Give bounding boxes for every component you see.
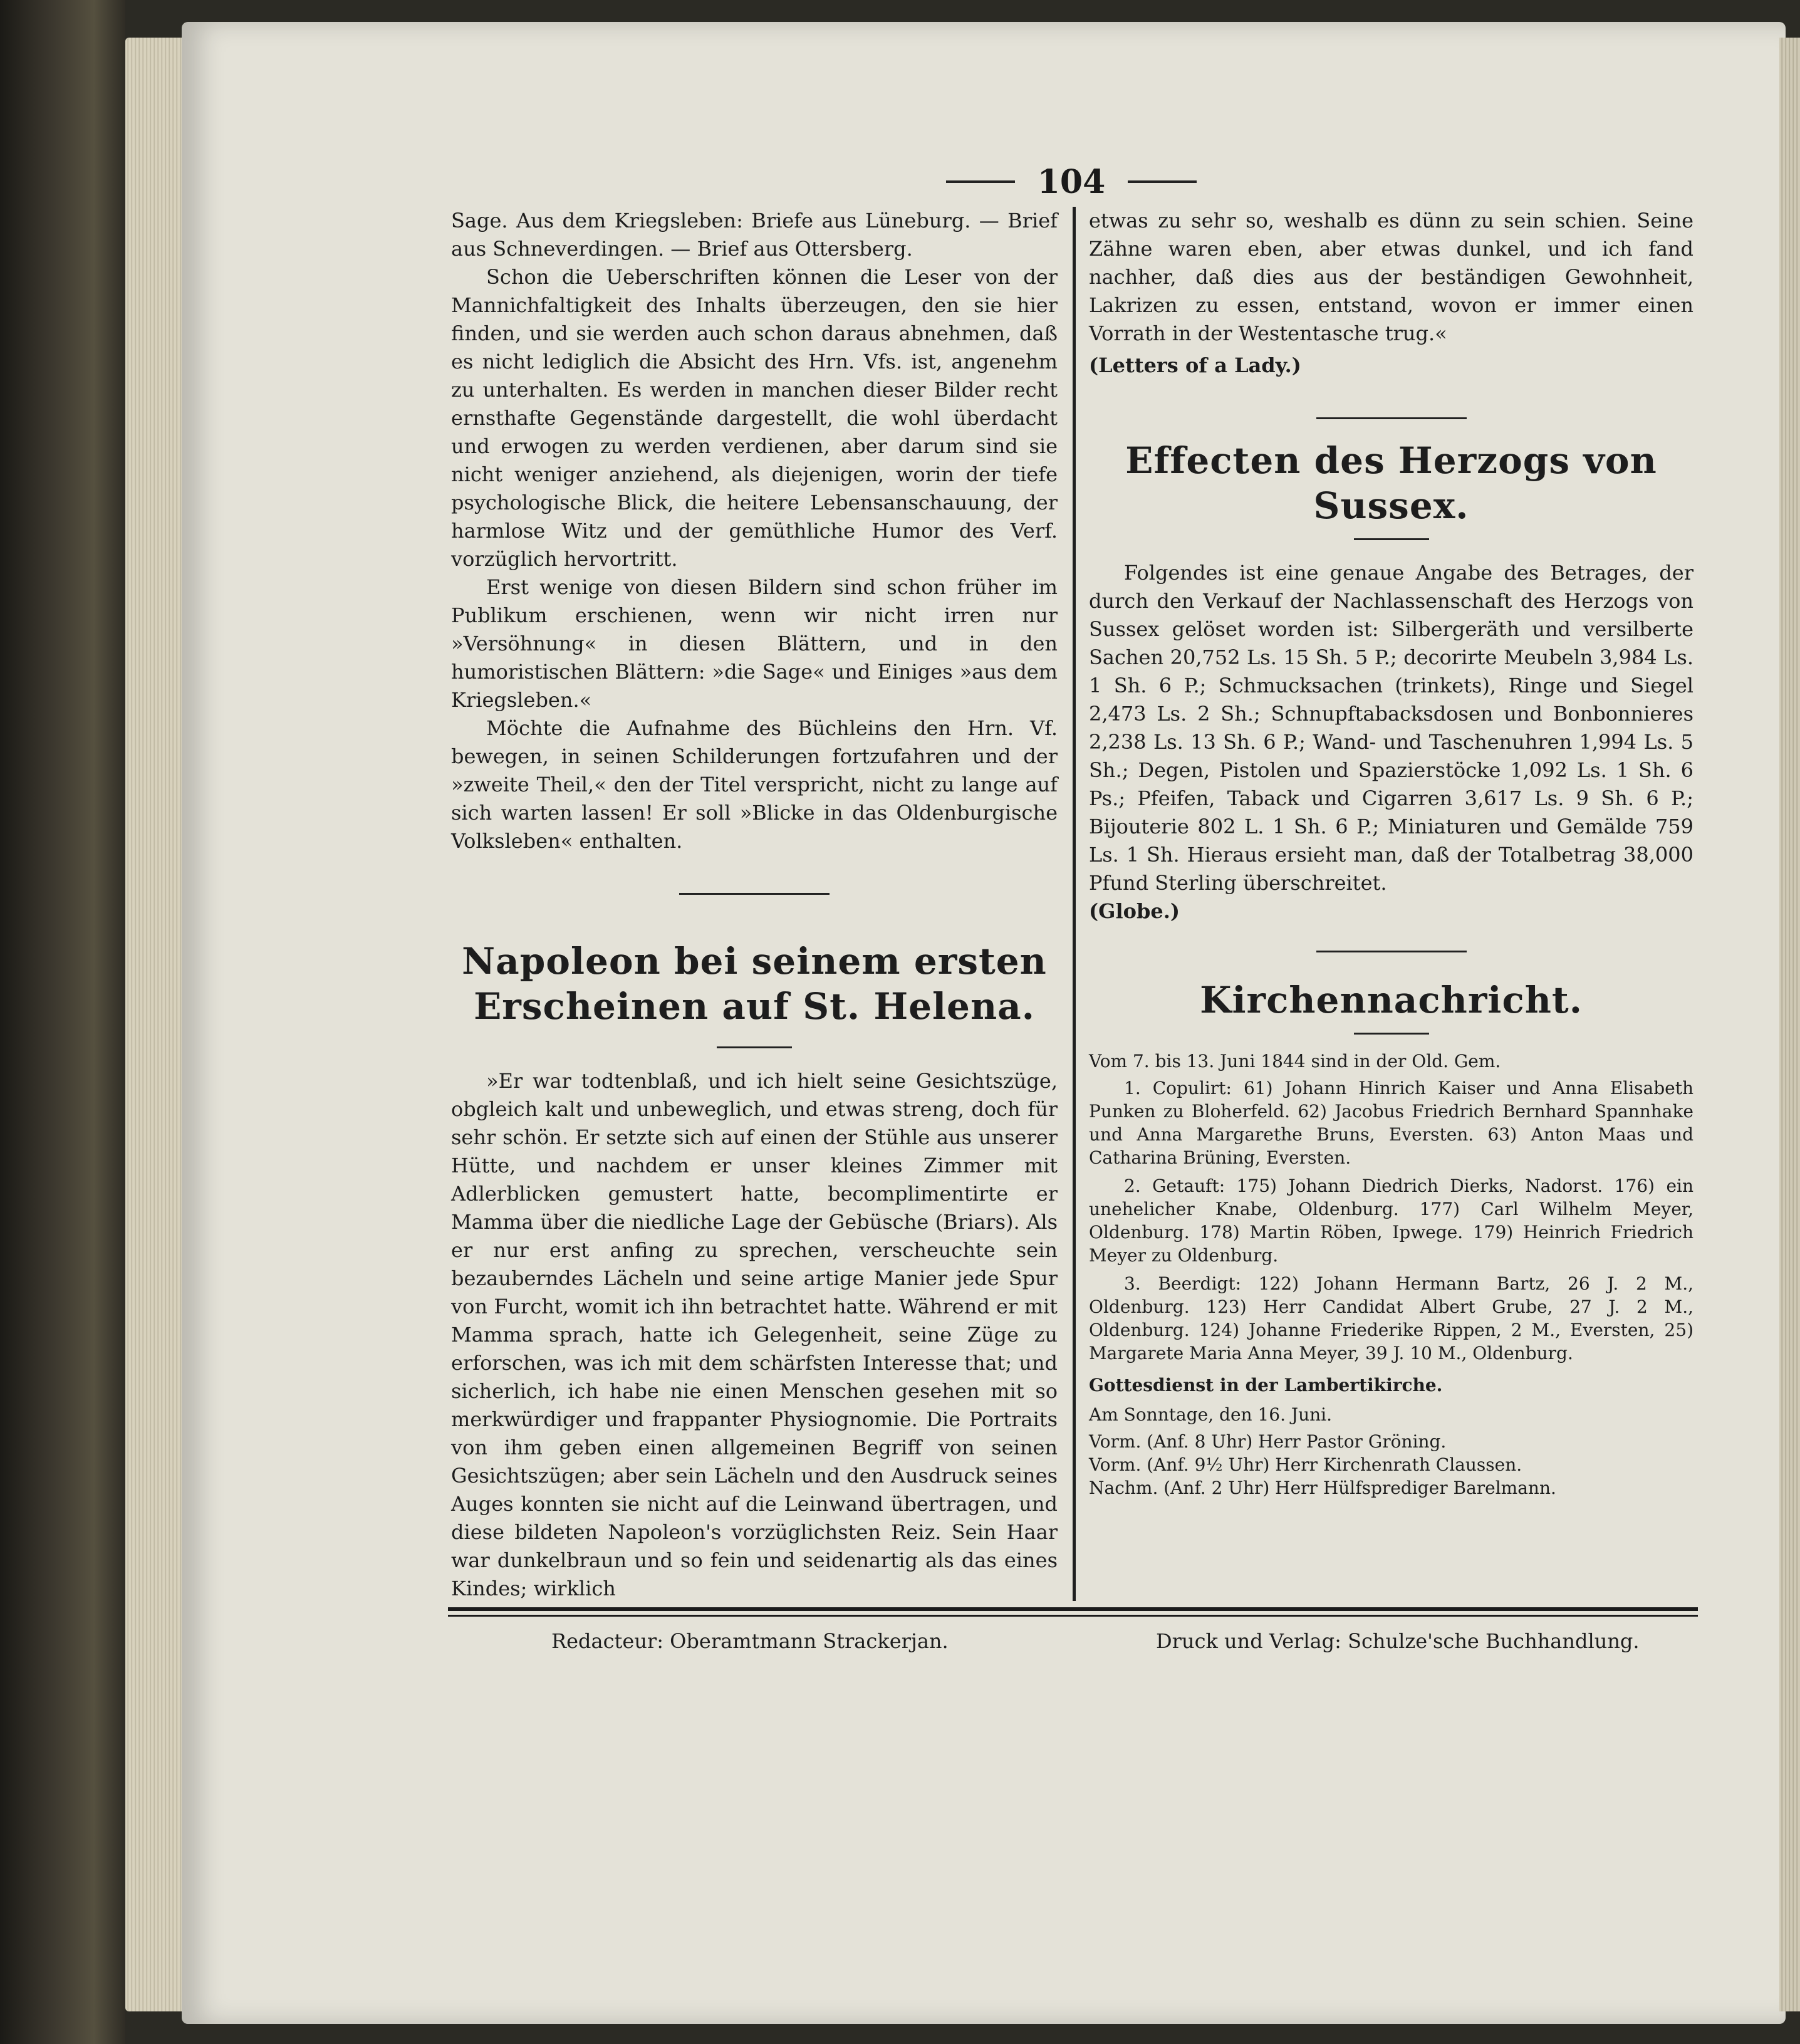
napoleon-text: »Er war todtenblaß, und ich hielt seine Gesichtszüge, obgleich kalt und unbeweglich, und etwas streng, doch für sehr schön. Er setzte sich auf einen der Stühle aus unserer Hütte, und nachdem er unser kleines Zimmer mit Adlerblicken gemustert hatte, becomplimentirte er Mamma über die niedliche Lage der Gebüsche (Briars). Als er nur erst anfing zu sprechen, verscheuchte sein bezauberndes Lächeln und seine artige Manier jede Spur von Furcht, womit ich ihn betrachtet hatte. Während er mit Mamma sprach, hatte ich Gelegenheit, seine Züge zu erforschen, was ich mit dem schärfsten Interesse that; und sicherlich, ich habe nie einen Menschen gesehen mit so merkwürdiger und frappanter Physiognomie. Die Portraits von ihm geben einen allgemeinen Begriff von seinen Gesichtszügen; aber sein Lächeln und den Ausdruck seines Auges konnten sie nicht auf die Leinwand übertragen, und diese bildeten Napoleon's vorzüglichsten Reiz. Sein Haar war dunkelbraun und so fein und seidenartig als das eines Kindes; wirklich <box>451 1069 1058 1600</box>
right-column <box>1089 207 1693 1499</box>
header-dash-right <box>1128 180 1197 183</box>
review-paragraph-3: Erst wenige von diesen Bildern sind schon früher im Publikum erschienen, wenn wir nicht irren nur »Versöhnung« in diesen Blättern, und in den humoristischen Blättern: »die Sage« und Einiges »aus dem Kriegsleben.« <box>451 575 1058 712</box>
page-edges-right <box>1779 38 1800 2011</box>
review-paragraph-4: Möchte die Aufnahme des Büchleins den Hrn. Vf. bewegen, in seinen Schilderungen fortzufahren und der »zweite Theil,« den der Titel verspricht, nicht zu lange auf sich warten lassen! Er soll »Blicke in das Oldenburgische Volksleben« enthalten. <box>451 716 1058 853</box>
column-divider <box>1073 207 1076 1601</box>
service-row: Vorm. (Anf. 9½ Uhr) Herr Kirchenrath Claussen. <box>1089 1454 1522 1475</box>
church-heading: Kirchennachricht. <box>1200 979 1583 1021</box>
napoleon-heading: Napoleon bei seinem ersten Erscheinen auf St. Helena. <box>462 940 1047 1028</box>
section-rule <box>1316 417 1467 419</box>
service-heading: Gottesdienst in der Lambertikirche. <box>1089 1375 1443 1395</box>
heading-rule <box>717 1046 792 1048</box>
church-intro: Vom 7. bis 13. Juni 1844 sind in der Old. Gem. <box>1089 1051 1501 1072</box>
footer-editor: Redacteur: Oberamtmann Strackerjan. <box>551 1629 949 1653</box>
book-binding <box>0 0 125 2044</box>
left-column <box>451 207 1058 1603</box>
review-paragraph-2: Schon die Ueberschriften können die Leser von der Mannichfaltigkeit des Inhalts überzeugen, den sie hier finden, und sie werden auch schon daraus abnehmen, daß es nicht lediglich die Absicht des Hrn. Vfs. ist, angenehm zu unterhalten. Es werden in manchen dieser Bilder recht ernsthafte Gegenstände dargestellt, die wohl überdacht und erwogen zu werden verdienen, aber darum sind sie nicht weniger anziehend, als diejenigen, worin der tiefe psychologische Blick, die heitere Lebensanschauung, der harmlose Witz und der gemüthliche Humor des Verf. vorzüglich hervortritt. <box>451 265 1058 571</box>
review-paragraph-1: Sage. Aus dem Kriegsleben: Briefe aus Lüneburg. — Brief aus Schneverdingen. — Brief aus Ottersberg. <box>451 209 1058 261</box>
section-rule <box>1316 951 1467 952</box>
service-row: Nachm. (Anf. 2 Uhr) Herr Hülfsprediger Barelmann. <box>1089 1478 1556 1498</box>
letters-continuation: etwas zu sehr so, weshalb es dünn zu sein schien. Seine Zähne waren eben, aber etwas dunkel, und ich fand nachher, daß dies aus der beständigen Gewohnheit, Lakrizen zu essen, entstand, wovon er immer einen Vorrath in der Westentasche trug.« <box>1089 209 1693 345</box>
footer-rule-thick <box>448 1607 1698 1611</box>
header-dash-left <box>946 180 1015 183</box>
section-rule <box>679 893 830 895</box>
letters-source: (Letters of a Lady.) <box>1089 353 1301 377</box>
church-getauft: 2. Getauft: 175) Johann Diedrich Dierks, Nadorst. 176) ein unehelicher Knabe, Oldenburg. 177) Carl Wilhelm Meyer, Oldenburg. 178) Martin Röben, Ipwege. 179) Heinrich Friedrich Meyer zu Oldenburg. <box>1089 1176 1693 1266</box>
heading-rule <box>1354 1033 1429 1035</box>
church-copulirt: 1. Copulirt: 61) Johann Hinrich Kaiser und Anna Elisabeth Punken zu Bloherfeld. 62) Jacobus Friedrich Bernhard Spannhake und Anna Margarethe Bruns, Eversten. 63) Anton Maas und Catharina Brüning, Eversten. <box>1089 1078 1693 1168</box>
page-number: 104 <box>1037 162 1106 201</box>
service-row: Vorm. (Anf. 8 Uhr) Herr Pastor Gröning. <box>1089 1431 1447 1452</box>
effects-heading: Effecten des Herzogs von Sussex. <box>1125 439 1657 527</box>
footer-rule-thin <box>448 1615 1698 1617</box>
effects-text: Folgendes ist eine genaue Angabe des Betrages, der durch den Verkauf der Nachlassenschaft des Herzogs von Sussex gelöset worden ist: Silbergeräth und versilberte Sachen 20,752 Ls. 15 Sh. 5 P.; decorirte Meubeln 3,984 Ls. 1 Sh. 6 P.; Schmucksachen (trinkets), Ringe und Siegel 2,473 Ls. 2 Sh.; Schnupftabacksdosen und Bonbonnieres 2,238 Ls. 13 Sh. 6 P.; Wand- und Taschenuhren 1,994 Ls. 5 Sh.; Degen, Pistolen und Spazierstöcke 1,092 Ls. 1 Sh. 6 Ps.; Pfeifen, Taback und Cigarren 3,617 Ls. 9 Sh. 6 P.; Bijouterie 802 L. 1 Sh. 6 P.; Miniaturen und Gemälde 759 Ls. 1 Sh. Hieraus ersieht man, daß der Totalbetrag 38,000 Pfund Sterling überschreitet. <box>1089 561 1693 895</box>
service-date: Am Sonntage, den 16. Juni. <box>1089 1404 1333 1425</box>
church-beerdigt: 3. Beerdigt: 122) Johann Hermann Bartz, 26 J. 2 M., Oldenburg. 123) Herr Candidat Albert Grube, 27 J. 2 M., Oldenburg. 124) Johanne Friederike Rippen, 2 M., Eversten, 25) Margarete Maria Anna Meyer, 39 J. 10 M., Oldenburg. <box>1089 1273 1693 1364</box>
page-header <box>940 160 1203 204</box>
footer-publisher: Druck und Verlag: Schulze'sche Buchhandlung. <box>1156 1629 1640 1653</box>
heading-rule <box>1354 538 1429 540</box>
effects-source: (Globe.) <box>1089 899 1180 923</box>
